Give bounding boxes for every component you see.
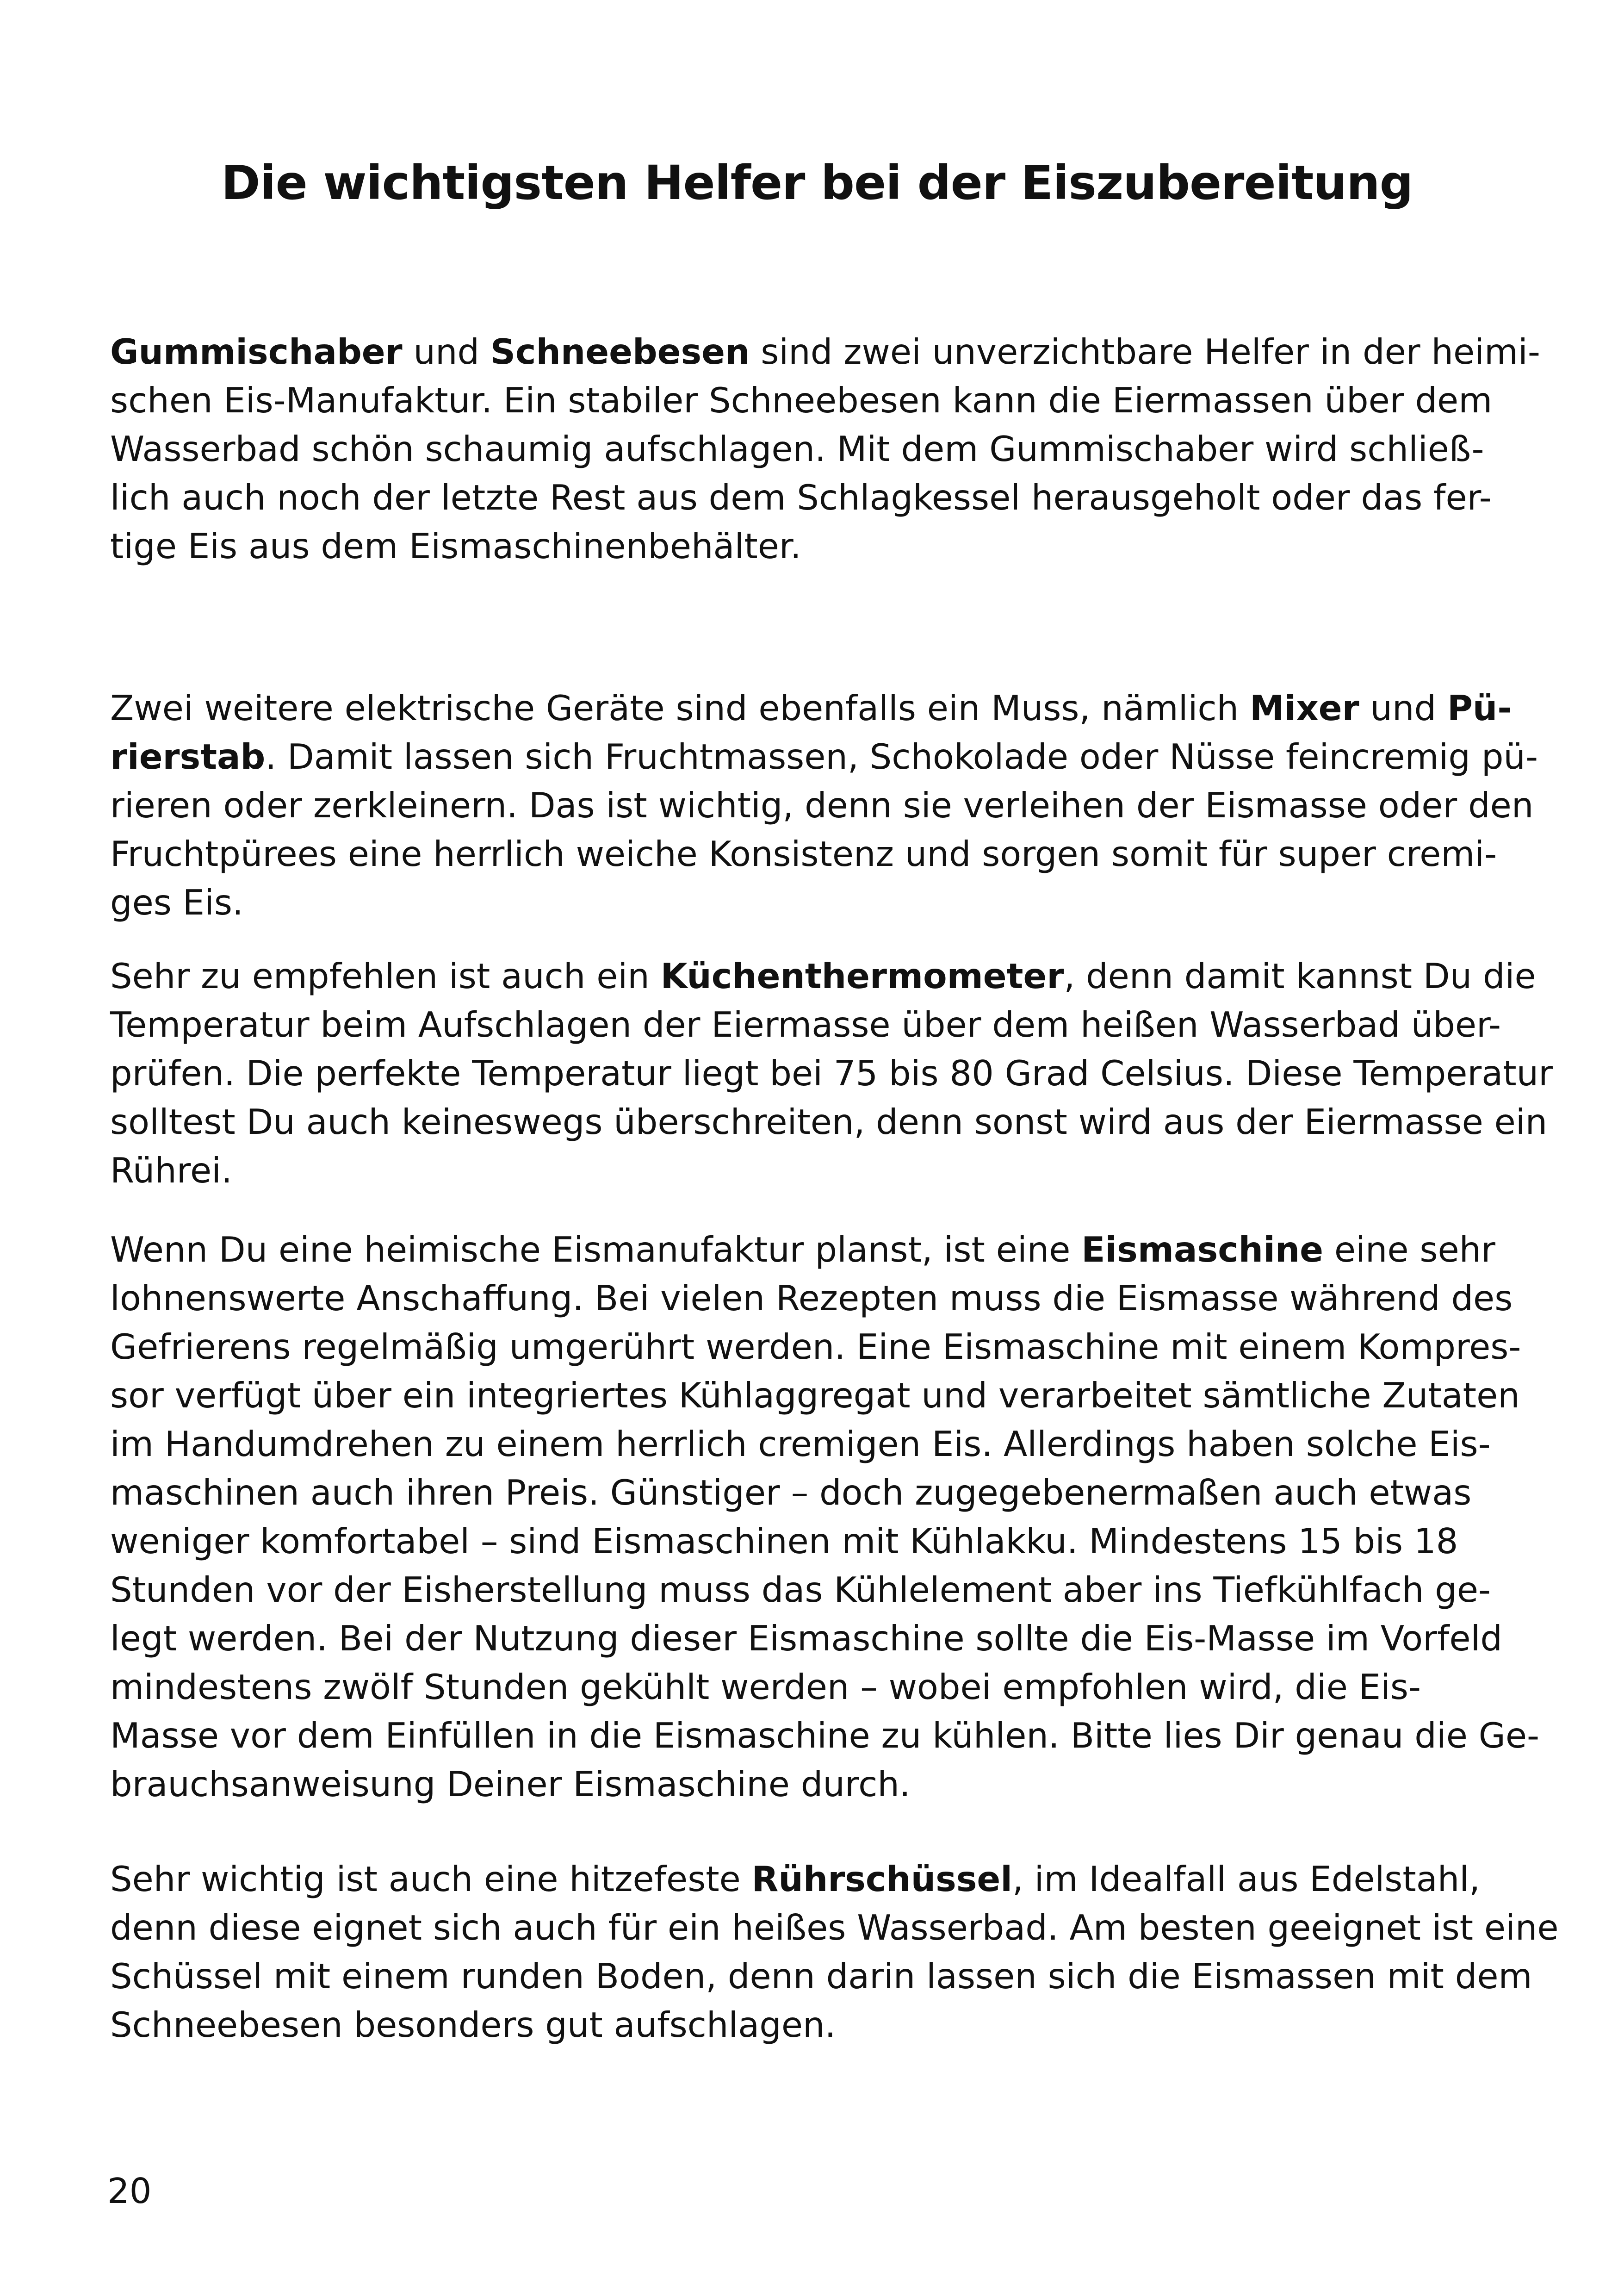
text-run: denn diese eignet sich auch für ein heißes Wasserbad. Am besten geeignet ist eine xyxy=(110,1907,1559,1948)
page-title: Die wichtigsten Helfer bei der Eiszubereitung xyxy=(221,156,1413,211)
text-run: , im Idealfall aus Edelstahl, xyxy=(1012,1859,1480,1899)
bold-term: Gummischaber xyxy=(110,331,403,372)
text-line xyxy=(110,1614,1502,1663)
text-line xyxy=(110,1952,1532,2001)
bold-term: rierstab xyxy=(110,736,266,777)
paragraph-eismaschine xyxy=(110,1226,1540,1809)
text-line xyxy=(110,1468,1472,1517)
text-run: prüfen. Die perfekte Temperatur liegt bei 75 bis 80 Grad Celsius. Diese Temperatur xyxy=(110,1053,1553,1094)
bold-term: Küchenthermometer xyxy=(660,956,1064,996)
text-line xyxy=(110,1001,1501,1049)
text-run: maschinen auch ihren Preis. Günstiger – doch zugegebenermaßen auch etwas xyxy=(110,1472,1472,1513)
paragraph-mixer-puerierstab xyxy=(110,684,1538,927)
text-line xyxy=(110,328,1540,376)
text-line xyxy=(110,1855,1480,1904)
text-run: Temperatur beim Aufschlagen der Eiermasse über dem heißen Wasserbad über- xyxy=(110,1004,1501,1045)
text-run: Sehr zu empfehlen ist auch ein xyxy=(110,956,661,996)
text-run: Stunden vor der Eisherstellung muss das Kühlelement aber ins Tiefkühlfach ge- xyxy=(110,1569,1491,1610)
text-line xyxy=(110,830,1497,878)
text-run: weniger komfortabel – sind Eismaschinen mit Kühlakku. Mindestens 15 bis 18 xyxy=(110,1521,1458,1562)
text-line xyxy=(110,733,1538,781)
text-line xyxy=(110,1904,1559,1952)
paragraph-kuechenthermometer xyxy=(110,952,1553,1195)
text-line xyxy=(110,1098,1548,1146)
text-run: Wenn Du eine heimische Eismanufaktur planst, ist eine xyxy=(110,1229,1082,1270)
bold-term: Eismaschine xyxy=(1081,1229,1324,1270)
text-run: Zwei weitere elektrische Geräte sind ebenfalls ein Muss, nämlich xyxy=(110,688,1250,728)
text-line xyxy=(110,2001,1409,2049)
text-run: Schüssel mit einem runden Boden, denn darin lassen sich die Eismassen mit dem xyxy=(110,1956,1532,1997)
page-number: 20 xyxy=(107,2171,152,2211)
text-line xyxy=(110,1663,1421,1711)
text-run: und xyxy=(1359,688,1447,728)
text-line xyxy=(110,1049,1553,1098)
text-run: und xyxy=(402,331,490,372)
text-run: , denn damit kannst Du die xyxy=(1064,956,1536,996)
text-line xyxy=(110,684,1512,733)
text-run: lohnenswerte Anschaffung. Bei vielen Rezepten muss die Eismasse während des xyxy=(110,1278,1513,1319)
text-run: brauchsanweisung Deiner Eismaschine durch. xyxy=(110,1764,911,1804)
bold-term: Schneebesen xyxy=(490,331,750,372)
bold-term: Mixer xyxy=(1250,688,1359,728)
text-run: Masse vor dem Einfüllen in die Eismaschine zu kühlen. Bitte lies Dir genau die Ge- xyxy=(110,1715,1540,1756)
text-run: legt werden. Bei der Nutzung dieser Eismaschine sollte die Eis-Masse im Vorfeld xyxy=(110,1618,1502,1659)
text-run: Rührei. xyxy=(110,1150,232,1191)
text-line xyxy=(110,952,1536,1001)
text-line xyxy=(110,1274,1513,1323)
text-run: schen Eis-Manufaktur. Ein stabiler Schneebesen kann die Eiermassen über dem xyxy=(110,380,1493,421)
text-run: lich auch noch der letzte Rest aus dem Schlagkessel herausgeholt oder das fer- xyxy=(110,477,1492,518)
text-run: ges Eis. xyxy=(110,882,243,923)
text-run: Schneebesen besonders gut aufschlagen. xyxy=(110,2004,836,2045)
text-line xyxy=(110,781,1534,830)
text-line xyxy=(110,522,1378,571)
text-run: sind zwei unverzichtbare Helfer in der heimi- xyxy=(750,331,1540,372)
text-line xyxy=(110,425,1484,473)
text-run: im Handumdrehen zu einem herrlich cremigen Eis. Allerdings haben solche Eis- xyxy=(110,1424,1491,1464)
text-run: Gefrierens regelmäßig umgerührt werden. Eine Eismaschine mit einem Kompres- xyxy=(110,1326,1521,1367)
text-line xyxy=(110,1517,1458,1566)
bold-term: Pü- xyxy=(1447,688,1512,728)
text-line xyxy=(110,1146,1409,1195)
text-line xyxy=(110,1226,1495,1274)
text-run: solltest Du auch keineswegs überschreiten, denn sonst wird aus der Eiermasse ein xyxy=(110,1101,1548,1142)
text-run: eine sehr xyxy=(1323,1229,1495,1270)
text-line xyxy=(110,1420,1491,1468)
text-line xyxy=(110,376,1493,425)
bold-term: Rührschüssel xyxy=(751,1859,1012,1899)
text-run: tige Eis aus dem Eismaschinenbehälter. xyxy=(110,526,801,566)
text-line xyxy=(110,878,1409,927)
paragraph-gummischaber-schneebesen xyxy=(110,328,1540,571)
text-line xyxy=(110,1323,1521,1371)
paragraph-ruehrschuessel xyxy=(110,1855,1559,2049)
text-line xyxy=(110,1566,1491,1614)
text-run: rieren oder zerkleinern. Das ist wichtig, denn sie verleihen der Eismasse oder den xyxy=(110,785,1534,826)
text-line xyxy=(110,1371,1520,1420)
text-run: Wasserbad schön schaumig aufschlagen. Mit dem Gummischaber wird schließ- xyxy=(110,429,1484,469)
text-line xyxy=(110,473,1492,522)
text-run: mindestens zwölf Stunden gekühlt werden – wobei empfohlen wird, die Eis- xyxy=(110,1667,1421,1707)
text-run: Sehr wichtig ist auch eine hitzefeste xyxy=(110,1859,752,1899)
text-line xyxy=(110,1711,1540,1760)
text-run: Fruchtpürees eine herrlich weiche Konsistenz und sorgen somit für super cremi- xyxy=(110,834,1497,874)
text-run: sor verfügt über ein integriertes Kühlaggregat und verarbeitet sämtliche Zutaten xyxy=(110,1375,1520,1416)
text-run: . Damit lassen sich Fruchtmassen, Schokolade oder Nüsse feincremig pü- xyxy=(265,736,1538,777)
text-line xyxy=(110,1760,1409,1809)
